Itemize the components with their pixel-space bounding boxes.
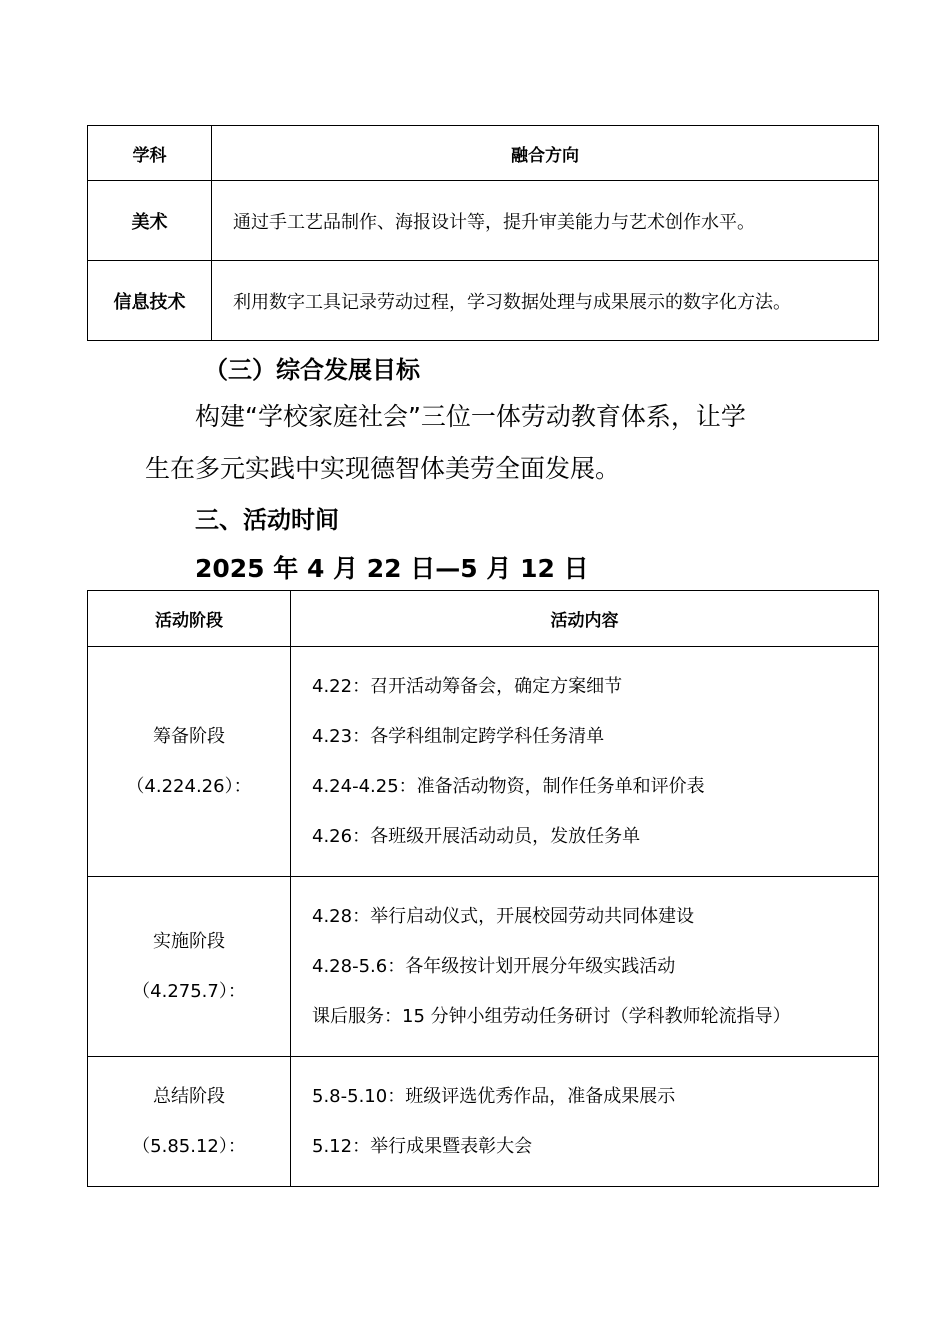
phase-name: 实施阶段 (153, 930, 225, 952)
subject-cell: 美术 (88, 181, 212, 261)
list-item: 4.28-5.6：各年级按计划开展分年级实践活动 (312, 955, 676, 977)
list-item: 4.23：各学科组制定跨学科任务清单 (312, 725, 605, 747)
activity-date-range: 2025 年 4 月 22 日—5 月 12 日 (195, 554, 589, 583)
content-cell (291, 647, 879, 877)
direction-cell: 通过手工艺品制作、海报设计等，提升审美能力与艺术创作水平。 (212, 181, 879, 261)
table-row (88, 181, 879, 261)
content-cell (291, 877, 879, 1057)
goal-paragraph-line-1: 构建“学校家庭社会”三位一体劳动教育体系，让学 (195, 402, 746, 431)
subject-integration-table (87, 125, 879, 341)
content-cell (291, 1057, 879, 1187)
goal-section-heading: （三）综合发展目标 (204, 356, 420, 384)
table-row (88, 261, 879, 341)
header-phase: 活动阶段 (88, 591, 291, 647)
phase-dates: （4.224.26）： (126, 775, 252, 797)
list-item: 5.8-5.10：班级评选优秀作品，准备成果展示 (312, 1085, 676, 1107)
table-row (88, 647, 879, 877)
phase-dates: （5.85.12）： (132, 1135, 246, 1157)
phase-dates: （4.275.7）： (132, 980, 246, 1002)
phase-name: 总结阶段 (153, 1085, 225, 1107)
list-item: 4.26：各班级开展活动动员，发放任务单 (312, 825, 641, 847)
table-header-row (88, 126, 879, 181)
table-row (88, 877, 879, 1057)
phase-cell (88, 877, 291, 1057)
table-header-row (88, 591, 879, 647)
direction-cell: 利用数字工具记录劳动过程，学习数据处理与成果展示的数字化方法。 (212, 261, 879, 341)
phase-cell (88, 647, 291, 877)
phase-name: 筹备阶段 (153, 725, 225, 747)
header-subject: 学科 (88, 126, 212, 181)
phase-cell (88, 1057, 291, 1187)
time-section-heading: 三、活动时间 (195, 506, 339, 534)
list-item: 4.28：举行启动仪式，开展校园劳动共同体建设 (312, 905, 695, 927)
list-item: 4.24-4.25：准备活动物资，制作任务单和评价表 (312, 775, 705, 797)
activity-schedule-table (87, 590, 879, 1187)
header-direction: 融合方向 (212, 126, 879, 181)
list-item: 5.12：举行成果暨表彰大会 (312, 1135, 533, 1157)
list-item: 课后服务：15 分钟小组劳动任务研讨（学科教师轮流指导） (312, 1005, 791, 1027)
subject-cell: 信息技术 (88, 261, 212, 341)
header-content: 活动内容 (291, 591, 879, 647)
goal-paragraph-line-2: 生在多元实践中实现德智体美劳全面发展。 (145, 454, 621, 483)
list-item: 4.22：召开活动筹备会，确定方案细节 (312, 675, 623, 697)
table-row (88, 1057, 879, 1187)
